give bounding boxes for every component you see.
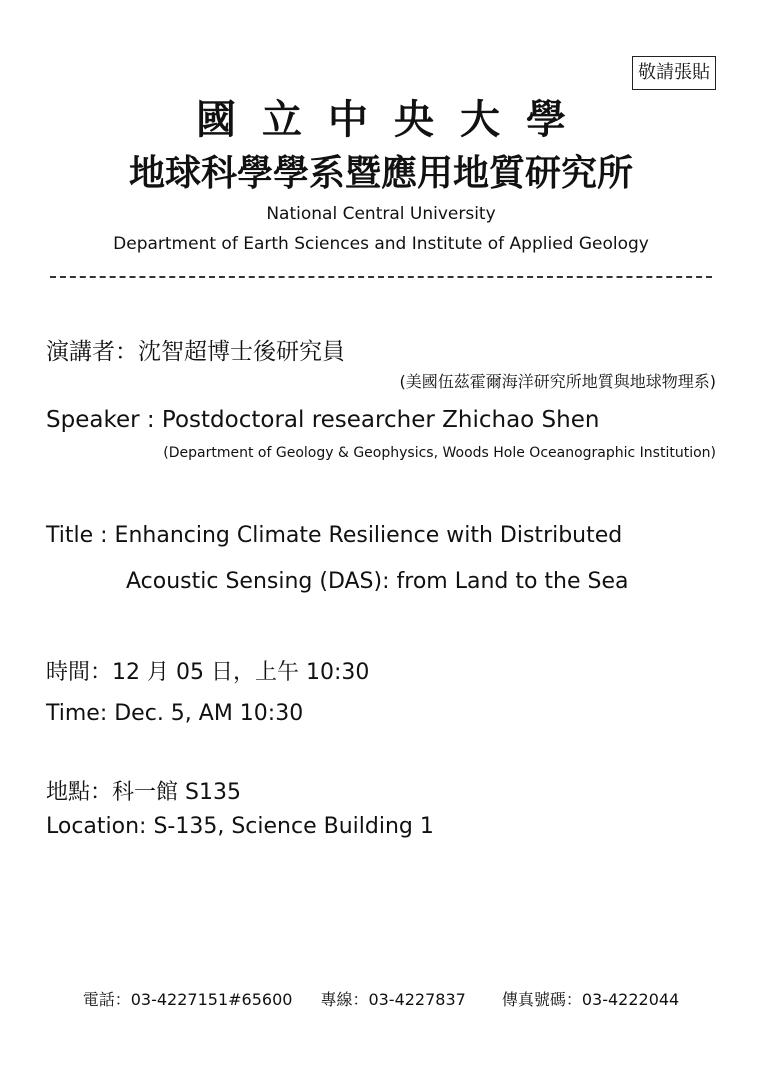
contact-footer — [0, 988, 762, 1012]
speaker-affiliation-zh: (美國伍茲霍爾海洋研究所地質與地球物理系) — [399, 372, 716, 391]
header-divider — [50, 276, 712, 278]
posting-stamp: 敬請張貼 — [632, 56, 716, 90]
university-name-en: National Central University — [266, 204, 496, 224]
speaker-affiliation-en: (Department of Geology & Geophysics, Woods Hole Oceanographic Institution) — [163, 445, 716, 461]
footer-phone: 電話：03-4227151#65600 — [82, 990, 293, 1009]
location-en: Location: S-135, Science Building 1 — [46, 814, 434, 839]
time-en: Time: Dec. 5, AM 10:30 — [46, 701, 304, 726]
footer-fax: 傳真號碼：03-4222044 — [501, 990, 680, 1009]
talk-title-line-1: Title : Enhancing Climate Resilience with Distributed — [46, 523, 623, 548]
department-name-en: Department of Earth Sciences and Institute of Applied Geology — [113, 234, 649, 254]
speaker-zh: 演講者：沈智超博士後研究員 — [46, 339, 345, 365]
university-name-zh: 國立中央大學 — [196, 96, 592, 143]
location-zh: 地點：科一館 S135 — [46, 780, 241, 805]
speaker-en: Speaker : Postdoctoral researcher Zhichao Shen — [46, 407, 600, 433]
department-name-zh: 地球科學學系暨應用地質研究所 — [128, 152, 633, 194]
talk-title-line-2: Acoustic Sensing (DAS): from Land to the Sea — [126, 569, 629, 594]
footer-direct-line: 專線：03-4227837 — [320, 990, 466, 1009]
time-zh: 時間：12 月 05 日，上午 10:30 — [46, 660, 370, 685]
